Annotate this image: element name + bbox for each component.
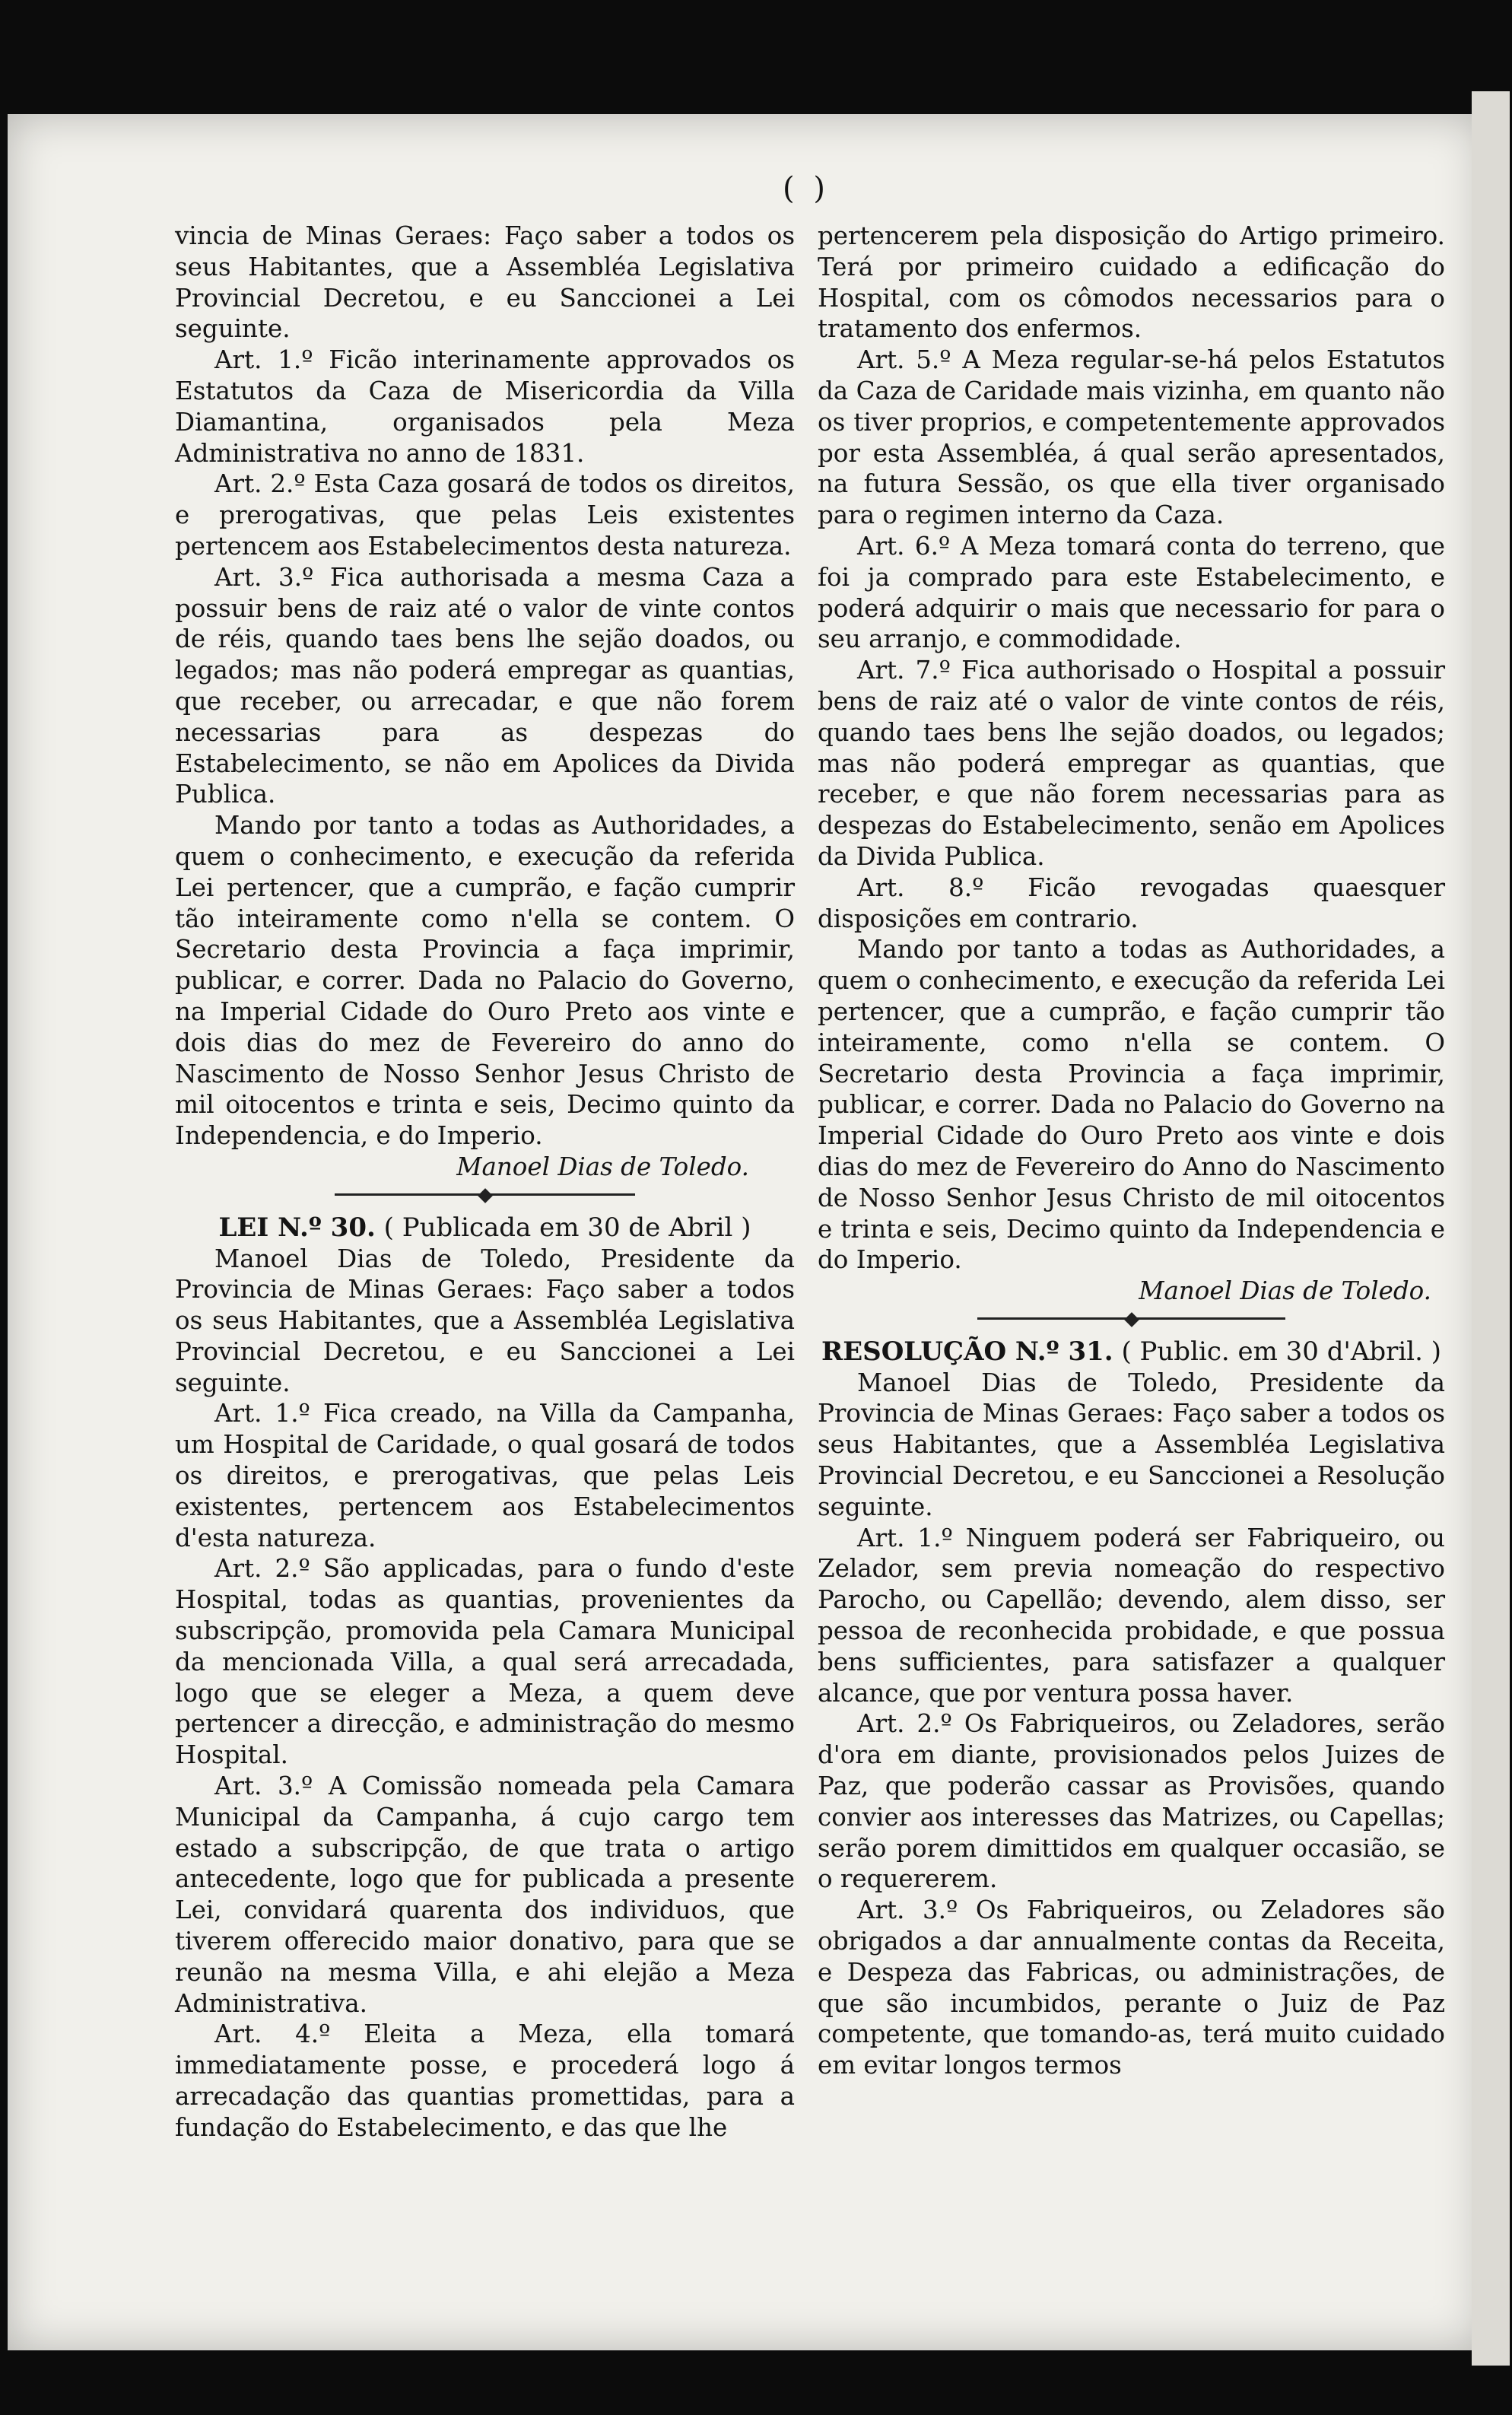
left-column bbox=[175, 221, 795, 2143]
article-paragraph: Art. 2.º Os Fabriqueiros, ou Zeladores, serão d'ora em diante, provisionados pelos Juizes de Paz, que poderão cassar as Provisões, quando convier aos interesses das Matrizes, ou Capellas; serão porem dimittidos em qualquer occasião, se o requererem. bbox=[818, 1709, 1445, 1894]
heading-label: LEI N.º 30. bbox=[218, 1212, 376, 1243]
article-paragraph: Art. 3.º A Comissão nomeada pela Camara Municipal da Campanha, á cujo cargo tem estado a subscripção, de que trata o artigo antecedente, logo que for publicada a presente Lei, convidará quarenta dos individuos, que tiverem offerecido maior donativo, para que se reunão na mesma Villa, e ahi elejão a Meza Administrativa. bbox=[175, 1772, 795, 2018]
article-paragraph: Art. 6.º A Meza tomará conta do terreno, que foi ja comprado para este Estabelecimento, e poderá adquirir o mais que necessario for para o seu arranjo, e commodidade. bbox=[818, 531, 1445, 654]
article-paragraph: Art. 7.º Fica authorisado o Hospital a possuir bens de raiz até o valor de vinte contos de réis, quando taes bens lhe sejão doados, ou legados; mas não poderá empregar as quantias, que receber, e que não forem necessarias para as despezas do Estabelecimento, senão em Apolices da Divida Publica. bbox=[818, 656, 1445, 871]
paragraph: Manoel Dias de Toledo, Presidente da Provincia de Minas Geraes: Faço saber a todos os seus Habitantes, que a Assembléa Legislativa Provincial Decretou, e eu Sanccionei a Lei seguinte. bbox=[175, 1244, 795, 1397]
article-paragraph: Art. 1.º Fica creado, na Villa da Campanha, um Hospital de Caridade, o qual gosará de todos os direitos, e prerogativas, que pelas Leis existentes, pertencem aos Estabelecimentos d'esta natureza. bbox=[175, 1399, 795, 1552]
article-paragraph: Art. 1.º Ficão interinamente approvados os Estatutos da Caza de Misericordia da Villa Diamantina, organisados pela Meza Administrativa no anno de 1831. bbox=[175, 345, 795, 468]
article-paragraph: Art. 8.º Ficão revogadas quaesquer disposições em contrario. bbox=[818, 872, 1445, 933]
section-divider bbox=[977, 1317, 1285, 1320]
heading-note: ( Public. em 30 d'Abril. ) bbox=[1121, 1336, 1442, 1367]
closing-paragraph: Mando por tanto a todas as Authoridades, a quem o conhecimento, e execução da referida Lei pertencer, que a cumprão, e fação cumprir tão inteiramente, como n'ella se contem. O Secretario desta Provincia a faça imprimir, publicar, e correr. Dada no Palacio do Governo na Imperial Cidade do Ouro Preto aos vinte e dois dias do mez de Fevereiro do Anno do Nascimento de Nosso Senhor Jesus Christo de mil oitocentos e trinta e seis, Decimo quinto da Independencia e do Imperio. bbox=[818, 935, 1445, 1275]
next-page-edge bbox=[1472, 91, 1510, 2366]
article-paragraph: Art. 3.º Fica authorisada a mesma Caza a possuir bens de raiz até o valor de vinte contos de réis, quando taes bens lhe sejão doados, ou legados; mas não poderá empregar as quantias, que receber, ou arrecadar, e que não forem necessarias para as despezas do Estabelecimento, se não em Apolices da Divida Publica. bbox=[175, 562, 795, 809]
section-heading bbox=[175, 1212, 795, 1244]
article-paragraph: Art. 2.º Esta Caza gosará de todos os direitos, e prerogativas, que pelas Leis existentes pertencem aos Estabelecimentos desta natureza. bbox=[175, 469, 795, 561]
signature: Manoel Dias de Toledo. bbox=[1139, 1276, 1431, 1306]
right-column bbox=[818, 221, 1445, 2081]
heading-note: ( Publicada em 30 de Abril ) bbox=[383, 1212, 751, 1243]
section-divider bbox=[335, 1193, 635, 1196]
article-paragraph: Art. 5.º A Meza regular-se-há pelos Estatutos da Caza de Caridade mais vizinha, em quanto não os tiver proprios, e competentemente approvados por esta Assembléa, á qual serão apresentados, na futura Sessão, os que ella tiver organisado para o regimen interno da Caza. bbox=[818, 345, 1445, 530]
paragraph: pertencerem pela disposição do Artigo primeiro. Terá por primeiro cuidado a edificação do Hospital, com os cômodos necessarios para o tratamento dos enfermos. bbox=[818, 221, 1445, 344]
article-paragraph: Art. 2.º São applicadas, para o fundo d'este Hospital, todas as quantias, provenientes da subscripção, promovida pela Camara Municipal da mencionada Villa, a qual será arrecadada, logo que se eleger a Meza, a quem deve pertencer a direcção, e administração do mesmo Hospital. bbox=[175, 1554, 795, 1770]
article-paragraph: Art. 3.º Os Fabriqueiros, ou Zeladores são obrigados a dar annualmente contas da Receita, e Despeza das Fabricas, ou administrações, de que são incumbidos, perante o Juiz de Paz competente, que tomando-as, terá muito cuidado em evitar longos termos bbox=[818, 1895, 1445, 2080]
closing-paragraph: Mando por tanto a todas as Authoridades, a quem o conhecimento, e execução da referida Lei pertencer, que a cumprão, e fação cumprir tão inteiramente como n'ella se contem. O Secretario desta Provincia a faça imprimir, publicar, e correr. Dada no Palacio do Governo, na Imperial Cidade do Ouro Preto aos vinte e dois dias do mez de Fevereiro do anno do Nascimento de Nosso Senhor Jesus Christo de mil oitocentos e trinta e seis, Decimo quinto da Independencia, e do Imperio. bbox=[175, 811, 795, 1151]
paragraph: Manoel Dias de Toledo, Presidente da Provincia de Minas Geraes: Faço saber a todos os seus Habitantes, que a Assembléa Legislativa Provincial Decretou, e eu Sanccionei a Resolução seguinte. bbox=[818, 1368, 1445, 1521]
page-number-mark: ( ) bbox=[783, 171, 830, 206]
heading-label: RESOLUÇÃO N.º 31. bbox=[821, 1336, 1113, 1367]
signature: Manoel Dias de Toledo. bbox=[456, 1152, 749, 1181]
section-heading bbox=[818, 1336, 1445, 1368]
article-paragraph: Art. 1.º Ninguem poderá ser Fabriqueiro, ou Zelador, sem previa nomeação do respectivo Parocho, ou Capellão; devendo, alem disso, ser pessoa de reconhecida probidade, e que possua bens sufficientes, para satisfazer a qualquer alcance, que por ventura possa haver. bbox=[818, 1523, 1445, 1708]
paragraph: vincia de Minas Geraes: Faço saber a todos os seus Habitantes, que a Assembléa Legislativa Provincial Decretou, e eu Sanccionei a Lei seguinte. bbox=[175, 221, 795, 344]
article-paragraph: Art. 4.º Eleita a Meza, ella tomará immediatamente posse, e procederá logo á arrecadação das quantias promettidas, para a fundação do Estabelecimento, e das que lhe bbox=[175, 2019, 795, 2142]
